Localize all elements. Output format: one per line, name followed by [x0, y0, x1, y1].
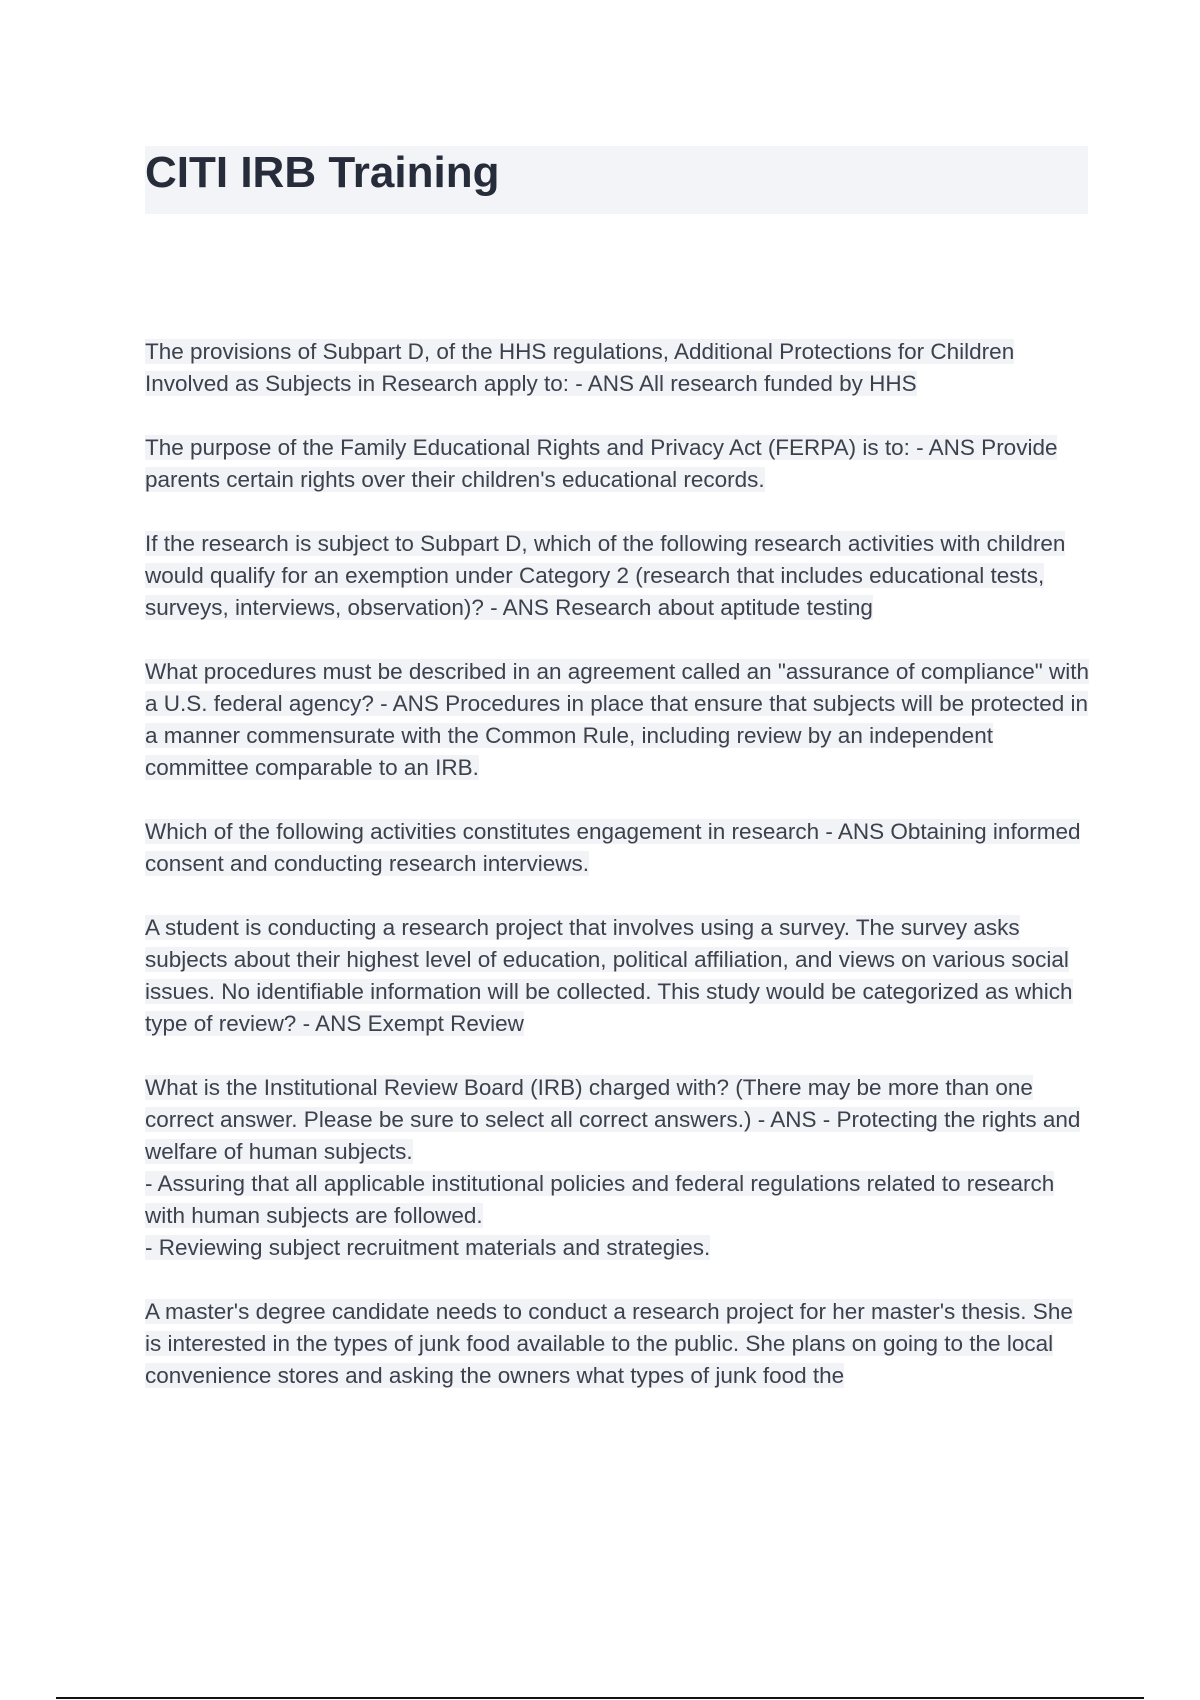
- qa-text: The provisions of Subpart D, of the HHS regulations, Additional Protections for Children Involved as Subjects in Research apply to: - ANS All research funded by HHS: [145, 339, 1015, 396]
- qa-text: The purpose of the Family Educational Rights and Privacy Act (FERPA) is to: - ANS Provide parents certain rights over their children's educational records.: [145, 435, 1058, 492]
- qa-entry: [145, 656, 1095, 784]
- qa-text: Which of the following activities constitutes engagement in research - ANS Obtaining informed consent and conducting research interviews.: [145, 819, 1081, 876]
- qa-entry: [145, 912, 1095, 1040]
- qa-entry: [145, 528, 1095, 624]
- qa-list: [145, 336, 1095, 1424]
- qa-entry: [145, 1072, 1095, 1264]
- page-bottom-rule: [56, 1697, 1144, 1699]
- qa-entry: [145, 336, 1095, 400]
- qa-entry: [145, 432, 1095, 496]
- qa-text: What is the Institutional Review Board (IRB) charged with? (There may be more than one correct answer. Please be sure to select all correct answers.) - ANS - Protecting the rights and welfare of human subjects. - Assuring that all applicable institutional policies and federal regulations related to research with human subjects are followed. - Reviewing subject recruitment materials and strategies.: [145, 1075, 1081, 1260]
- qa-text: A master's degree candidate needs to conduct a research project for her master's thesis. She is interested in the types of junk food available to the public. She plans on going to the local convenience stores and asking the owners what types of junk food the: [145, 1299, 1073, 1388]
- qa-entry: [145, 816, 1095, 880]
- qa-entry: [145, 1296, 1095, 1392]
- qa-text: A student is conducting a research project that involves using a survey. The survey asks subjects about their highest level of education, political affiliation, and views on various social issues. No identifiable information will be collected. This study would be categorized as which type of review? - ANS Exempt Review: [145, 915, 1073, 1036]
- page-title: CITI IRB Training: [145, 148, 500, 197]
- qa-text: If the research is subject to Subpart D, which of the following research activities with children would qualify for an exemption under Category 2 (research that includes educational tests, surveys, interviews, observation)? - ANS Research about aptitude testing: [145, 531, 1066, 620]
- qa-text: What procedures must be described in an agreement called an "assurance of compliance" with a U.S. federal agency? - ANS Procedures in place that ensure that subjects will be protected in a manner commensurate with the Common Rule, including review by an independent committee comparable to an IRB.: [145, 659, 1089, 780]
